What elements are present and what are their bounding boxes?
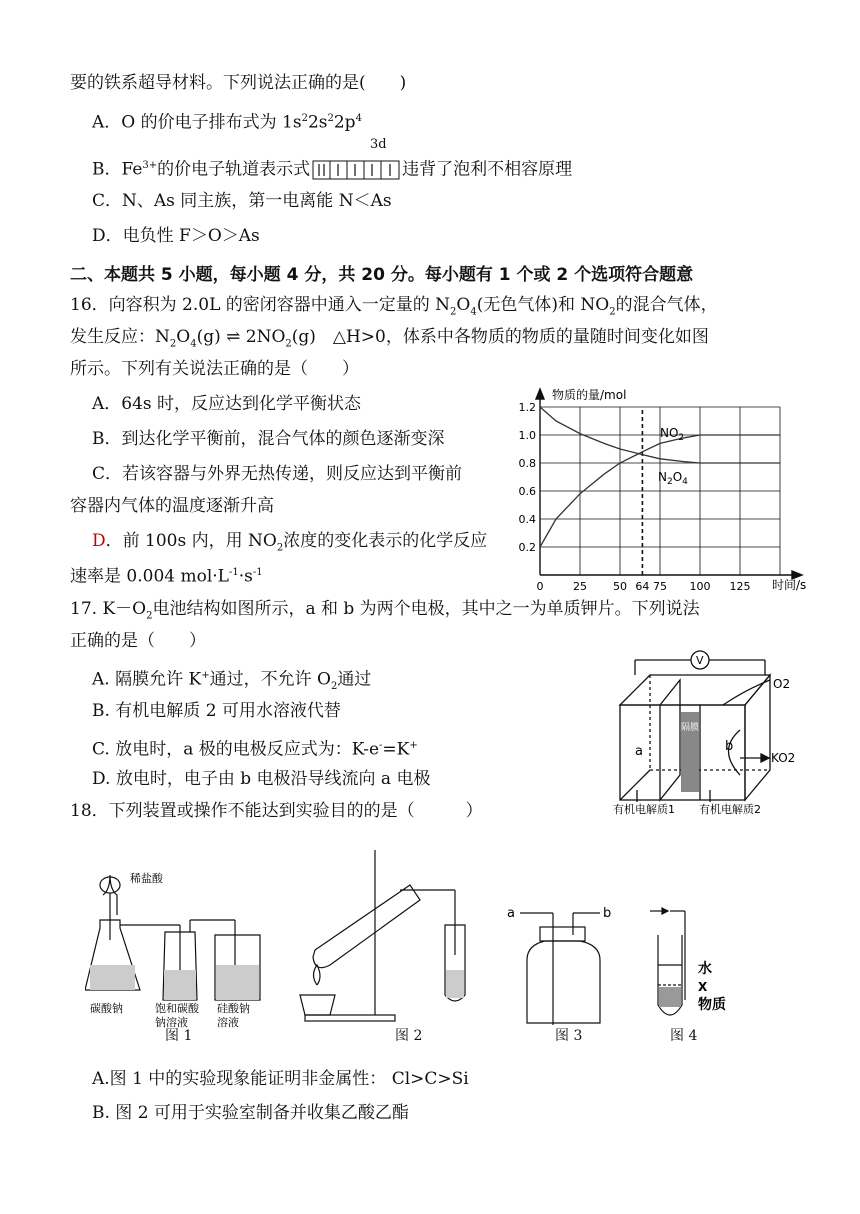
o2-label: O2 <box>773 677 791 691</box>
q16-stem-line1: 16．向容积为 2.0L 的密闭容器中通入一定量的 $N_2O_4$(无色气体)和 $NO_2$的混合气体， <box>70 295 718 318</box>
fig4-x-label: X <box>698 980 708 994</box>
q16-option-b: B．到达化学平衡前，混合气体的颜色逐渐变深 <box>92 429 445 449</box>
y-tick-label: 1.0 <box>518 429 536 442</box>
q15-option-a: A．O 的价电子排布式为 $1s^22s^22p^4$ <box>92 112 362 133</box>
q15-option-b: B．$Fe^{3+}$的价电子轨道表示式 违背了泡利不相容原理 <box>92 159 573 180</box>
orbital-3d-label: 3d <box>370 137 387 152</box>
x-tick-label: 125 <box>729 580 751 593</box>
x-tick-label: 64 <box>635 580 650 593</box>
figure-1-caption: 图 1 <box>165 1028 193 1044</box>
fig4-substance-label: 物质 <box>698 997 726 1013</box>
q16-chart <box>510 385 810 595</box>
electrode-b-label: b <box>725 739 734 754</box>
x-tick-label: 50 <box>613 580 627 593</box>
section-2-heading: 二、本题共 5 小题，每小题 4 分，共 20 分。每小题有 1 个或 2 个选项符合题意 <box>70 265 694 285</box>
q17-option-a: A. 隔膜允许 K+通过，不允许 $O_2$通过 <box>92 669 372 693</box>
q18-figure-4 <box>640 905 740 1035</box>
fig1-label-2b: 钠溶液 <box>155 1016 188 1029</box>
y-tick-label: 0.2 <box>518 541 536 554</box>
series-label-n2o4: $N_2O_4$ <box>658 470 688 487</box>
y-tick-label: 0.6 <box>518 485 536 498</box>
q16-option-c-line2: 容器内气体的温度逐渐升高 <box>70 496 274 516</box>
fig3-b-label: b <box>603 906 612 921</box>
q18-figure-2 <box>295 845 495 1025</box>
fig1-label-2a: 饱和碳酸 <box>155 1002 199 1015</box>
y-tick-label: 0.8 <box>518 457 536 470</box>
q15-option-d: D．电负性 F＞O＞As <box>92 226 260 246</box>
fig1-label-3a: 硅酸钠 <box>217 1002 250 1015</box>
q16-option-a: A．64s 时，反应达到化学平衡状态 <box>92 394 362 414</box>
x-tick-label: 100 <box>689 580 711 593</box>
figure-2-caption: 图 2 <box>395 1028 423 1044</box>
series-label-no2: $NO_2$ <box>660 426 685 443</box>
electrolyte-1-label: 有机电解质1 <box>613 803 675 815</box>
y-axis-arrow <box>536 389 544 399</box>
q18-option-a: A.图 1 中的实验现象能证明非金属性： Cl>C>Si <box>92 1069 469 1089</box>
x-tick-label: 25 <box>573 580 587 593</box>
q15-option-c: C．N、As 同主族，第一电离能 N＜As <box>92 191 392 211</box>
orbital-diagram <box>312 160 400 180</box>
y-tick-label: 0.4 <box>518 513 536 526</box>
q18-figure-3 <box>505 905 625 1035</box>
q16-stem-line2: 发生反应：$N_2O_4(g)$ ⇌ $2NO_2(g)$ △H>0，体系中各物质的物质的量随时间变化如图 <box>70 327 709 350</box>
ko2-label: KO2 <box>771 751 796 765</box>
q18-option-b: B. 图 2 可用于实验室制备并收集乙酸乙酯 <box>92 1103 409 1123</box>
q16-option-c-line1: C．若该容器与外界无热传递，则反应达到平衡前 <box>92 464 463 484</box>
q18-figure-1 <box>85 860 285 1030</box>
q16-option-d-line2: 速率是 0.004 $mol\cdot L^{-1}\cdot s^{-1}$ <box>70 566 263 587</box>
fig1-label-3b: 溶液 <box>217 1016 239 1029</box>
q16-option-d-line1: D．前 100s 内，用 $NO_2$浓度的变化表示的化学反应 <box>92 531 488 554</box>
q16-stem-line3: 所示。下列有关说法正确的是（ ） <box>70 359 359 379</box>
fig1-acid-label: 稀盐酸 <box>130 872 163 885</box>
q17-option-b: B. 有机电解质 2 可用水溶液代替 <box>92 701 341 721</box>
q15-stem-cont: 要的铁系超导材料。下列说法正确的是( ) <box>70 73 407 93</box>
battery-diagram <box>605 630 810 815</box>
q17-stem-line2: 正确的是（ ） <box>70 631 206 651</box>
membrane-label: 隔膜 <box>681 723 700 733</box>
q17-option-d: D. 放电时，电子由 b 电极沿导线流向 a 电极 <box>92 769 431 789</box>
voltmeter-label: V <box>696 654 704 667</box>
y-axis-label: 物质的量/mol <box>552 388 627 402</box>
figure-4-caption: 图 4 <box>670 1028 698 1044</box>
x-tick-label: 75 <box>653 580 667 593</box>
q17-stem-line1: 17. $K-O_2$电池结构如图所示，a 和 b 为两个电极，其中之一为单质钾片。下列说法 <box>70 599 700 622</box>
q17-option-c: C. 放电时，a 极的电极反应式为：K-e-=K+ <box>92 739 418 760</box>
electrode-a-label: a <box>635 744 643 759</box>
fig4-water-label: 水 <box>698 961 712 977</box>
x-axis-label: 时间/s <box>772 578 807 592</box>
figure-3-caption: 图 3 <box>555 1028 583 1044</box>
fig3-a-label: a <box>507 906 515 921</box>
fig1-label-1: 碳酸钠 <box>90 1002 123 1015</box>
q18-stem: 18．下列装置或操作不能达到实验目的的是（ ） <box>70 801 483 821</box>
x-tick-label: 0 <box>536 580 544 593</box>
electrolyte-2-label: 有机电解质2 <box>699 803 761 815</box>
y-tick-label: 1.2 <box>518 401 536 414</box>
